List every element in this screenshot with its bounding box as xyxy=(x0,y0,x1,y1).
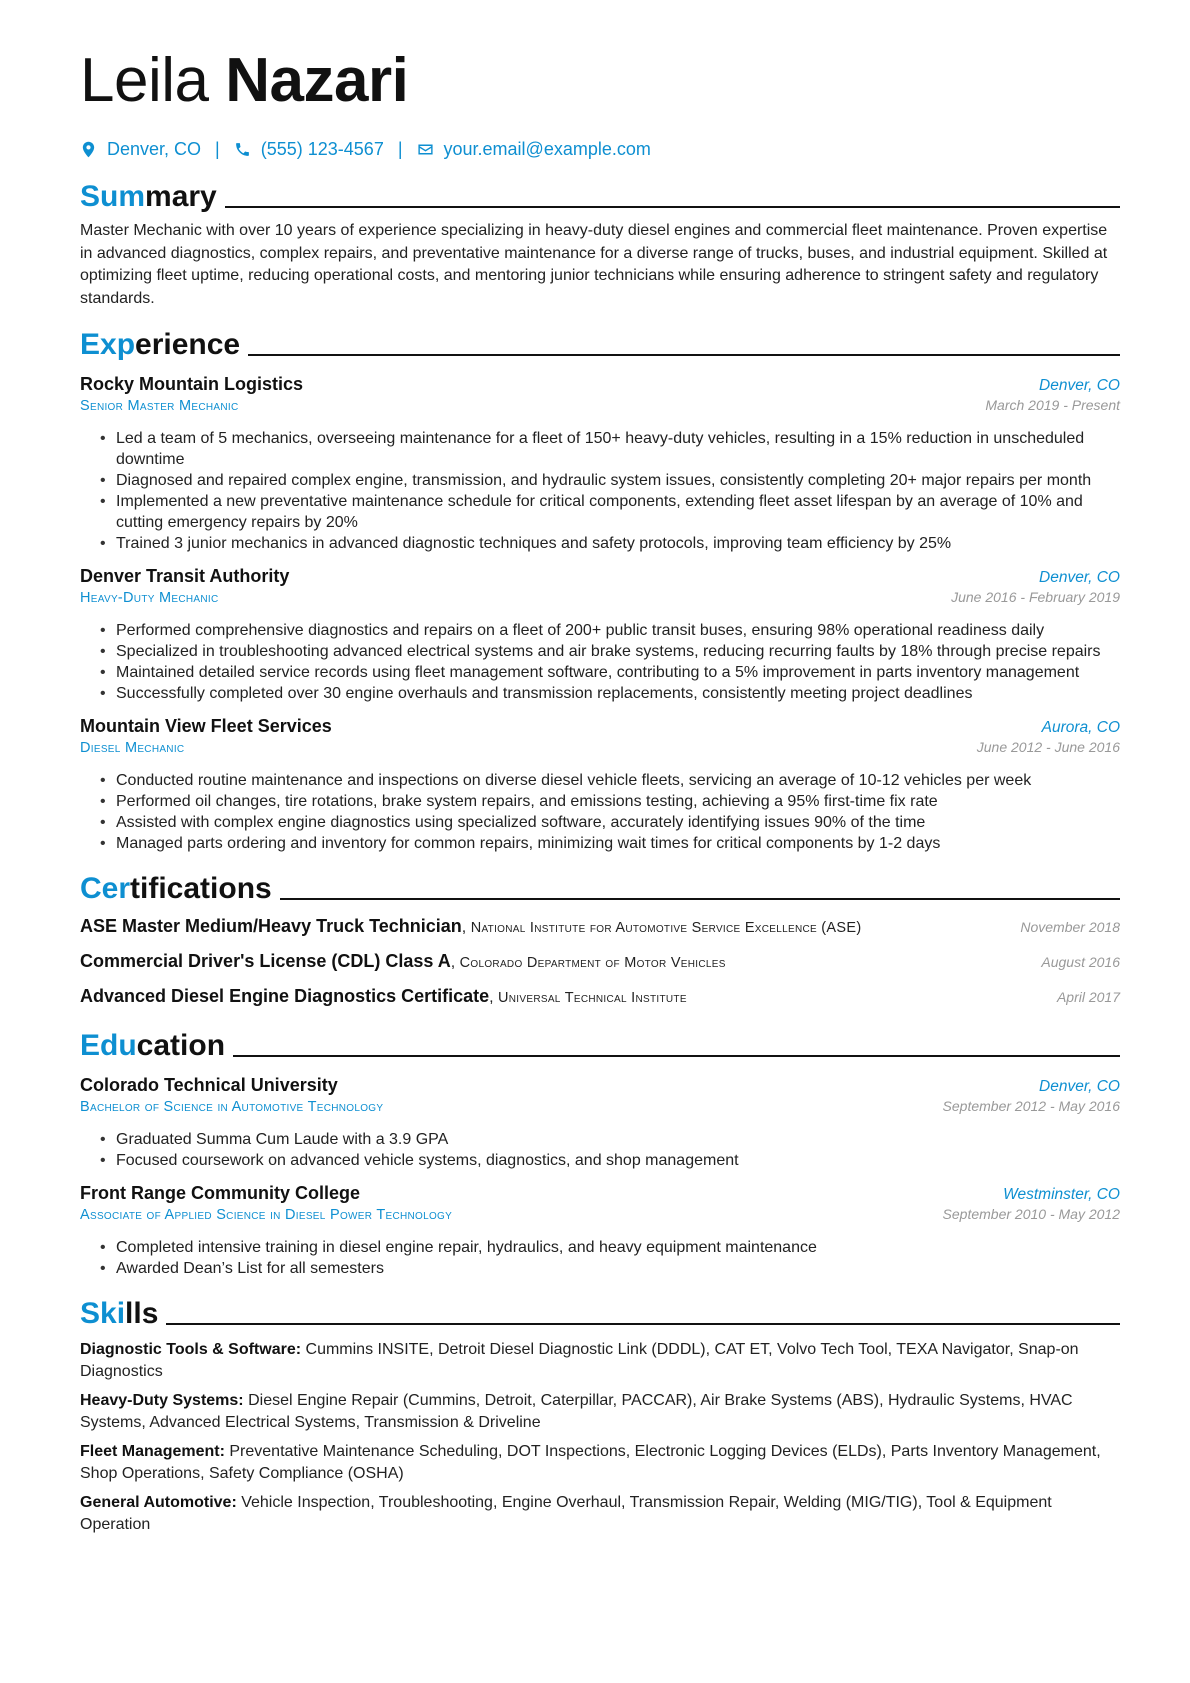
certifications-list xyxy=(80,916,1120,1011)
certification-date: November 2018 xyxy=(1020,919,1120,935)
skill-row xyxy=(80,1339,1120,1382)
certification-name: ASE Master Medium/Heavy Truck Technician xyxy=(80,916,462,936)
entry-location: Denver, CO xyxy=(1039,377,1120,394)
entry-dates: June 2016 - February 2019 xyxy=(951,589,1120,605)
entry-bullets xyxy=(80,770,1120,854)
skill-row xyxy=(80,1492,1120,1535)
certification-main xyxy=(80,916,861,937)
entry-title: Associate of Applied Science in Diesel Power Technology xyxy=(80,1207,453,1223)
entry-title: Diesel Mechanic xyxy=(80,740,185,756)
skill-label: Fleet Management: xyxy=(80,1443,225,1460)
section-title-experience: Experience xyxy=(80,324,1120,362)
entry xyxy=(80,1181,1120,1279)
certification-comma: , xyxy=(461,919,471,936)
section-rule xyxy=(225,206,1120,208)
certification-name: Commercial Driver's License (CDL) Class A xyxy=(80,951,451,971)
bullet-item: • Diagnosed and repaired complex engine, transmission, and hydraulic system issues, consistently completing 20+ major repairs per month xyxy=(116,470,1120,491)
candidate-name xyxy=(80,46,1120,116)
certification-row xyxy=(80,951,1120,976)
entry-bullets xyxy=(80,1129,1120,1171)
entry-subheader xyxy=(80,1205,1120,1225)
phone-item xyxy=(234,139,384,160)
certification-issuer: Universal Technical Institute xyxy=(498,990,687,1006)
contact-separator: | xyxy=(397,138,403,159)
entry-subheader xyxy=(80,738,1120,758)
entry-header xyxy=(80,564,1120,588)
bullet-item: • Led a team of 5 mechanics, overseeing maintenance for a fleet of 150+ heavy-duty vehicles, resulting in a 15% reduction in unscheduled downtime xyxy=(116,428,1120,470)
entry-dates: September 2010 - May 2012 xyxy=(942,1206,1120,1222)
bullet-item: • Managed parts ordering and inventory for common repairs, minimizing wait times for critical components by 1-2 days xyxy=(116,833,1120,854)
bullet-item: • Maintained detailed service records using fleet management software, contributing to a 5% improvement in parts inventory management xyxy=(116,662,1120,683)
email-link[interactable]: your.email@example.com xyxy=(443,138,651,159)
skill-row xyxy=(80,1441,1120,1484)
certification-date: April 2017 xyxy=(1056,989,1120,1005)
section-rule xyxy=(233,1055,1120,1057)
entry-organization: Mountain View Fleet Services xyxy=(80,716,332,736)
certification-comma: , xyxy=(450,954,460,971)
last-name: Nazari xyxy=(225,46,409,115)
certification-row xyxy=(80,986,1120,1011)
entry-dates: March 2019 - Present xyxy=(985,397,1120,413)
bullet-item: • Implemented a new preventative maintenance schedule for critical components, extending fleet asset lifespan by an average of 10% and cutting emergency repairs by 20% xyxy=(116,491,1120,533)
entry-bullets xyxy=(80,1237,1120,1279)
phone-icon xyxy=(234,141,251,158)
bullet-item: • Performed comprehensive diagnostics and repairs on a fleet of 200+ public transit buses, ensuring 98% operational readiness daily xyxy=(116,620,1120,641)
email-item[interactable] xyxy=(417,139,651,160)
certification-row xyxy=(80,916,1120,941)
contact-bar xyxy=(80,136,1120,162)
bullet-item: • Trained 3 junior mechanics in advanced diagnostic techniques and safety protocols, improving team efficiency by 25% xyxy=(116,533,1120,554)
bullet-item: • Performed oil changes, tire rotations, brake system repairs, and emissions testing, achieving a 95% first-time fix rate xyxy=(116,791,1120,812)
skill-value: Diesel Engine Repair (Cummins, Detroit, Caterpillar, PACCAR), Air Brake Systems (ABS), Hydraulic Systems, HVAC Systems, Advanced Electrical Systems, Transmission & Driveline xyxy=(80,1392,1073,1431)
skill-row xyxy=(80,1390,1120,1433)
bullet-item: • Focused coursework on advanced vehicle systems, diagnostics, and shop management xyxy=(116,1150,1120,1171)
section-title-certifications: Certifications xyxy=(80,868,1120,906)
section-rule xyxy=(248,354,1120,356)
entry-location: Aurora, CO xyxy=(1041,719,1120,736)
entry-organization: Denver Transit Authority xyxy=(80,566,290,586)
entry-bullets xyxy=(80,620,1120,704)
contact-separator: | xyxy=(215,138,220,159)
entry-header xyxy=(80,372,1120,396)
entry-location: Denver, CO xyxy=(1039,1078,1120,1095)
entry-organization: Rocky Mountain Logistics xyxy=(80,374,304,394)
certification-date: August 2016 xyxy=(1041,954,1120,970)
certification-comma: , xyxy=(489,989,499,1006)
entry-organization: Colorado Technical University xyxy=(80,1075,338,1095)
skill-value: Cummins INSITE, Detroit Diesel Diagnostic Link (DDDL), CAT ET, Volvo Tech Tool, TEXA Navigator, Snap-on Diagnostics xyxy=(80,1341,1079,1380)
education-list xyxy=(80,1073,1120,1279)
entry-header xyxy=(80,1181,1120,1205)
entry-subheader xyxy=(80,396,1120,416)
experience-list xyxy=(80,372,1120,854)
certification-main xyxy=(80,951,726,972)
skill-label: General Automotive: xyxy=(80,1494,237,1511)
map-pin-icon xyxy=(80,141,97,158)
skills-list xyxy=(80,1339,1120,1535)
entry-dates: September 2012 - May 2016 xyxy=(942,1098,1120,1114)
entry-organization: Front Range Community College xyxy=(80,1183,361,1203)
first-name: Leila xyxy=(80,46,209,115)
entry-dates: June 2012 - June 2016 xyxy=(976,739,1120,755)
skill-label: Heavy-Duty Systems: xyxy=(80,1392,244,1409)
bullet-item: • Specialized in troubleshooting advanced electrical systems and air brake systems, reducing recurring faults by 18% through precise repairs xyxy=(116,641,1120,662)
entry xyxy=(80,372,1120,554)
entry-subheader xyxy=(80,1097,1120,1117)
entry-header xyxy=(80,714,1120,738)
entry-location: Westminster, CO xyxy=(1003,1186,1120,1203)
certification-issuer: Colorado Department of Motor Vehicles xyxy=(459,955,726,971)
bullet-item: • Assisted with complex engine diagnostics using specialized software, accurately identifying issues 90% of the time xyxy=(116,812,1120,833)
entry-header xyxy=(80,1073,1120,1097)
bullet-item: • Graduated Summa Cum Laude with a 3.9 GPA xyxy=(116,1129,1120,1150)
phone-text: (555) 123-4567 xyxy=(260,138,384,159)
entry-title: Senior Master Mechanic xyxy=(80,398,239,414)
bullet-item: • Conducted routine maintenance and inspections on diverse diesel vehicle fleets, servicing an average of 10-12 vehicles per week xyxy=(116,770,1120,791)
skill-value: Vehicle Inspection, Troubleshooting, Engine Overhaul, Transmission Repair, Welding (MIG/TIG), Tool & Equipment Operation xyxy=(80,1494,1052,1533)
bullet-item: • Completed intensive training in diesel engine repair, hydraulics, and heavy equipment maintenance xyxy=(116,1237,1120,1258)
location-text: Denver, CO xyxy=(107,138,202,159)
entry-title: Heavy-Duty Mechanic xyxy=(80,590,219,606)
certification-name: Advanced Diesel Engine Diagnostics Certificate xyxy=(80,986,490,1006)
entry xyxy=(80,714,1120,854)
skill-value: Preventative Maintenance Scheduling, DOT Inspections, Electronic Logging Devices (ELDs), Parts Inventory Management, Shop Operations, Safety Compliance (OSHA) xyxy=(80,1443,1101,1482)
section-title-summary: Summary xyxy=(80,176,1120,214)
entry-bullets xyxy=(80,428,1120,554)
bullet-item: • Awarded Dean’s List for all semesters xyxy=(116,1258,1120,1279)
section-title-skills: Skills xyxy=(80,1293,1120,1331)
entry-subheader xyxy=(80,588,1120,608)
skill-label: Diagnostic Tools & Software: xyxy=(80,1341,302,1358)
summary-text: Master Mechanic with over 10 years of experience specializing in heavy-duty diesel engines and commercial fleet maintenance. Proven expertise in advanced diagnostics, complex repairs, and preventative maintenance for a diverse range of trucks, buses, and industrial equipment. Skilled at optimizing fleet uptime, reducing operational costs, and mentoring junior technicians while ensuring adherence to stringent safety and regulatory standards. xyxy=(80,222,1108,307)
certification-issuer: National Institute for Automotive Service Excellence (ASE) xyxy=(470,920,862,936)
certification-main xyxy=(80,986,687,1007)
section-title-education: Education xyxy=(80,1025,1120,1063)
entry xyxy=(80,564,1120,704)
envelope-icon xyxy=(417,141,434,158)
section-rule xyxy=(280,898,1120,900)
entry-location: Denver, CO xyxy=(1039,569,1120,586)
entry xyxy=(80,1073,1120,1171)
entry-title: Bachelor of Science in Automotive Technology xyxy=(80,1099,384,1115)
section-rule xyxy=(166,1323,1120,1325)
location-item xyxy=(80,139,201,160)
bullet-item: • Successfully completed over 30 engine overhauls and transmission replacements, consistently meeting project deadlines xyxy=(116,683,1120,704)
